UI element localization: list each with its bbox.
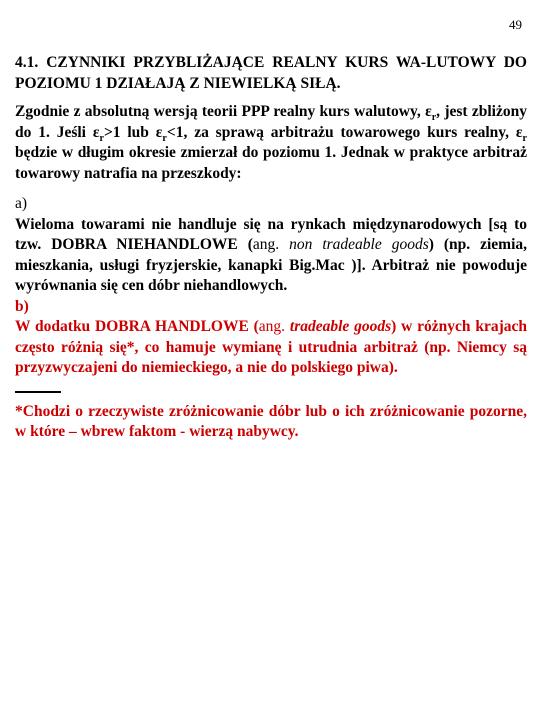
- footnote: *Chodzi o rzeczywiste zróżnicowanie dóbr lub o ich zróżnicowanie pozorne, w które – wbrew faktom - wierzą nabywcy.: [15, 402, 527, 440]
- epsilon-subscript: r: [522, 132, 527, 144]
- section-b-text-2: ) w różnych krajach często różnią się*, co hamuje wymianę i utrudnia arbitraż (np. Niemcy są przyzwyczajeni do niemieckiego, a nie do polskiego piwa).: [15, 318, 528, 376]
- intro-text-3: >1 lub ε: [103, 123, 163, 141]
- section-a-paragraph: [15, 215, 527, 297]
- section-b-label: b): [15, 297, 29, 315]
- section-a-ang: ang.: [252, 236, 280, 253]
- section-a-term: non tradeable goods: [289, 236, 429, 253]
- footnote-divider: [15, 391, 61, 393]
- intro-paragraph: [15, 102, 527, 184]
- section-heading: 4.1. CZYNNIKI PRZYBLIŻAJĄCE REALNY KURS WA-LUTOWY DO POZIOMU 1 DZIAŁAJĄ Z NIEWIELKĄ SIŁĄ.: [15, 54, 527, 92]
- page-number: 49: [509, 17, 522, 32]
- intro-text-2: , jest zbliżony do 1. Jeśli ε: [15, 103, 527, 141]
- section-b-term: tradeable goods: [289, 318, 392, 335]
- intro-text-5: będzie w długim okresie zmierzał do poziomu 1. Jednak w praktyce arbitraż towarowy natrafia na przeszkody:: [15, 144, 527, 182]
- epsilon-subscript: r: [431, 112, 437, 124]
- intro-text-1: Zgodnie z absolutną wersją teorii PPP realny kurs walutowy, ε: [15, 103, 432, 120]
- document-body: [15, 52, 527, 443]
- intro-text-4: <1, za sprawą arbitrażu towarowego kurs realny, ε: [166, 123, 523, 141]
- epsilon-subscript: r: [99, 132, 104, 144]
- section-a-label: a): [15, 195, 28, 212]
- section-a-text-2: ) (np. ziemia, mieszkania, usługi fryzjerskie, kanapki Big.Mac )]. Arbitraż nie powoduje wyrównania się cen dóbr niehandlowych.: [15, 236, 528, 294]
- section-b-ang: ang.: [258, 318, 286, 335]
- section-a-text-1: Wieloma towarami nie handluje się na rynkach międzynarodowych [są to tzw. DOBRA NIEHANDLOWE (: [15, 215, 527, 253]
- epsilon-subscript: r: [162, 132, 167, 144]
- section-b-text-1: W dodatku DOBRA HANDLOWE (: [15, 318, 259, 335]
- section-b-paragraph: [15, 317, 527, 379]
